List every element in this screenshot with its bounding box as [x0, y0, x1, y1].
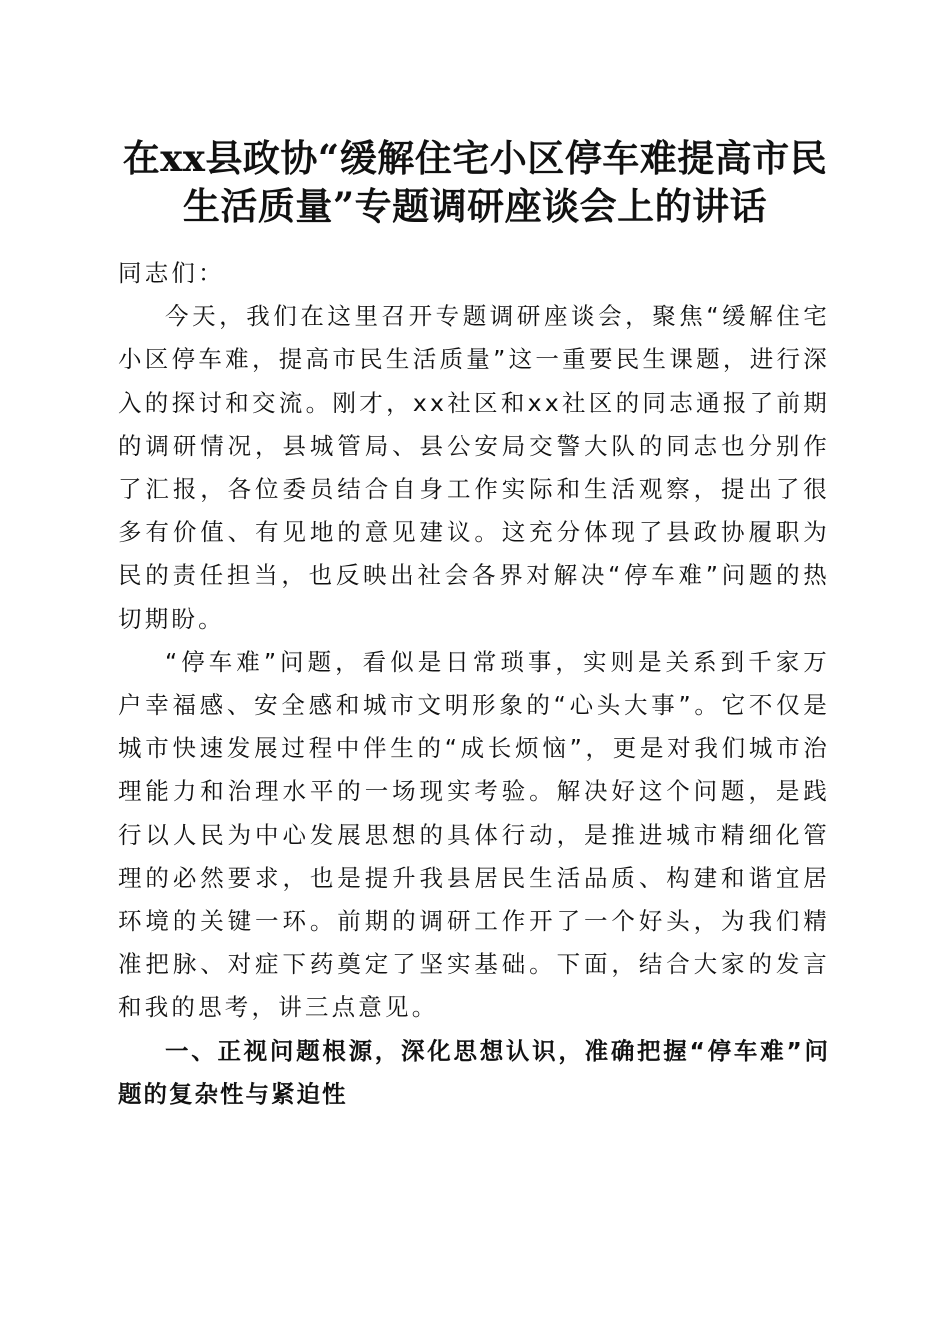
title-line-1: 在xx县政协“缓解住宅小区停车难提高市民: [122, 136, 828, 180]
section-heading-1: 一、正视问题根源，深化思想认识，准确把握“停车难”问题的复杂性与紧迫性: [118, 1036, 830, 1108]
salutation: 同志们：: [118, 259, 225, 287]
title-line-2: 生活质量”专题调研座谈会上的讲话: [182, 184, 768, 228]
paragraph-2: “停车难”问题，看似是日常琐事，实则是关系到千家万户幸福感、安全感和城市文明形象的“心头大事”。它不仅是城市快速发展过程中伴生的“成长烦恼”，更是对我们城市治理能力和治理水平的一场现实考验。解决好这个问题，是践行以人民为中心发展思想的具体行动，是推进城市精细化管理的必然要求，也是提升我县居民生活品质、构建和谐宜居环境的关键一环。前期的调研工作开了一个好头，为我们精准把脉、对症下药奠定了坚实基础。下面，结合大家的发言和我的思考，讲三点意见。: [118, 647, 830, 1022]
document-body: [118, 252, 830, 1116]
paragraph-1: 今天，我们在这里召开专题调研座谈会，聚焦“缓解住宅小区停车难，提高市民生活质量”这一重要民生课题，进行深入的探讨和交流。刚才，xx社区和xx社区的同志通报了前期的调研情况，县城管局、县公安局交警大队的同志也分别作了汇报，各位委员结合自身工作实际和生活观察，提出了很多有价值、有见地的意见建议。这充分体现了县政协履职为民的责任担当，也反映出社会各界对解决“停车难”问题的热切期盼。: [118, 302, 830, 633]
document-title: [110, 134, 840, 230]
